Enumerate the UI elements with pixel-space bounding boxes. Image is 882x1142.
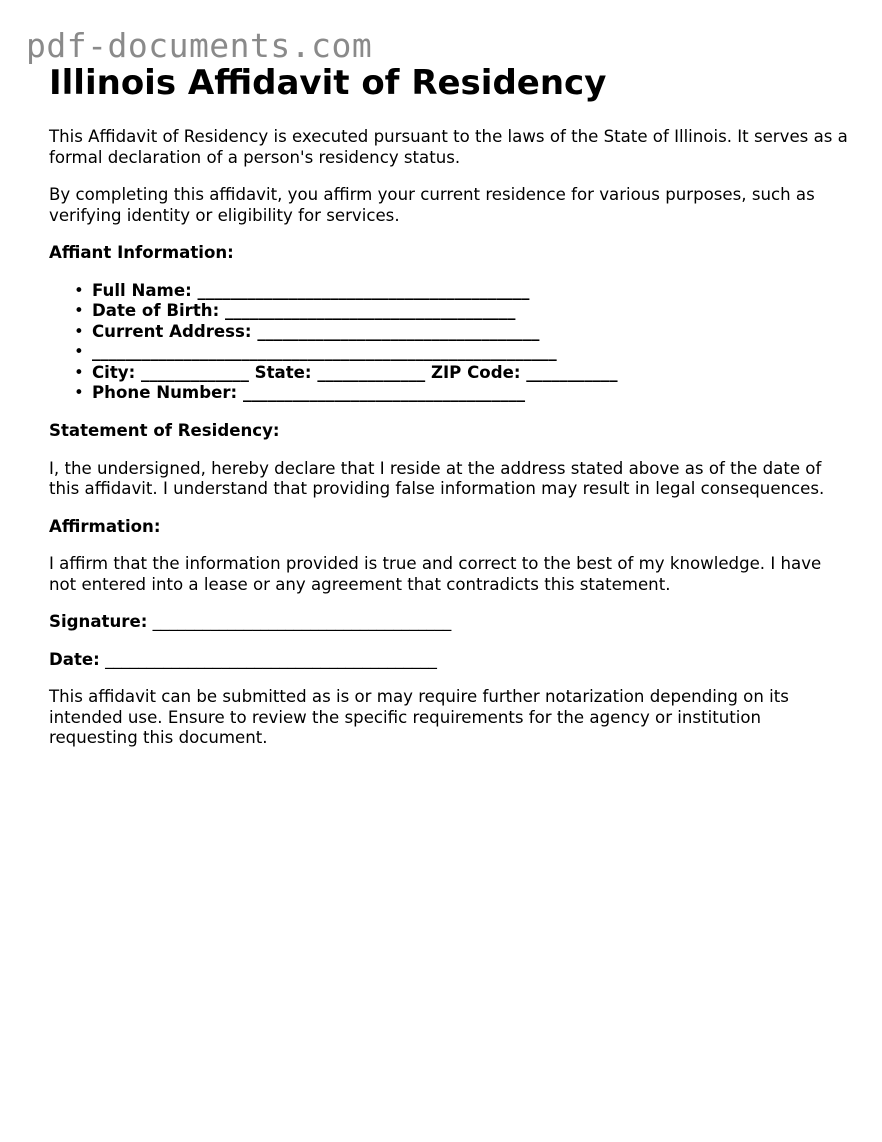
affirmation-paragraph: I affirm that the information provided is true and correct to the best of my knowledge. I have not entered into a lease or any agreement that contradicts this statement.	[49, 554, 822, 594]
affiant-info-list	[49, 281, 849, 405]
document-body	[49, 62, 849, 749]
closing-paragraph: This affidavit can be submitted as is or may require further notarization depending on its intended use. Ensure to review the specific requirements for the agency or institution requesting this document.	[49, 687, 789, 748]
document-title: Illinois Affidavit of Residency	[49, 63, 607, 103]
current-address-field[interactable]: • Current Address: __________________________________	[92, 322, 849, 343]
date-blank[interactable]: ________________________________________	[99, 649, 437, 669]
date-of-birth-field[interactable]: • Date of Birth: ___________________________________	[92, 301, 849, 322]
signature-blank[interactable]: ____________________________________	[147, 612, 452, 632]
date-label: Date:	[49, 649, 100, 669]
intro-paragraph-2: By completing this affidavit, you affirm your current residence for various purposes, such as verifying identity or eligibility for services.	[49, 185, 815, 225]
signature-label: Signature:	[49, 612, 148, 632]
phone-number-field[interactable]: • Phone Number: __________________________________	[92, 383, 849, 404]
full-name-field[interactable]: • Full Name: ________________________________________	[92, 281, 849, 302]
city-state-zip-field[interactable]: • City: _____________ State: _____________ ZIP Code: ___________	[92, 363, 849, 384]
affirmation-heading: Affirmation:	[49, 516, 161, 536]
watermark-text: pdf-documents.com	[26, 26, 373, 65]
signature-line[interactable]	[49, 612, 849, 633]
statement-paragraph: I, the undersigned, hereby declare that I reside at the address stated above as of the date of this affidavit. I understand that providing false information may result in legal consequences.	[49, 458, 825, 499]
statement-heading: Statement of Residency:	[49, 421, 280, 441]
date-line[interactable]	[49, 650, 849, 671]
intro-paragraph-1: This Affidavit of Residency is executed pursuant to the laws of the State of Illinois. It serves as a formal declaration of a person's residency status.	[49, 127, 848, 167]
address-line-2-field[interactable]: • ________________________________________________________	[92, 342, 849, 363]
affiant-info-heading: Affiant Information:	[49, 243, 234, 262]
